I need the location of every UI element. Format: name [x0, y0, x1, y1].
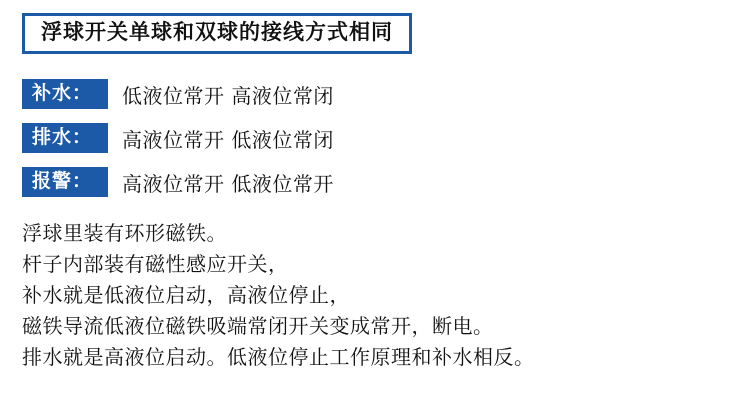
note-line: 磁铁导流低液位磁铁吸端常闭开关变成常开，断电。 [22, 314, 494, 338]
notes-block [22, 218, 732, 373]
title-box [22, 13, 412, 54]
note-line: 浮球里装有环形磁铁。 [22, 221, 227, 245]
mode-list [22, 78, 722, 210]
note-line: 排水就是高液位启动。低液位停止工作原理和补水相反。 [22, 345, 535, 369]
mode-tag-label: 排水： [22, 123, 108, 154]
mode-row [22, 78, 722, 110]
mode-description: 高液位常开 低液位常开 [122, 171, 334, 196]
mode-row [22, 122, 722, 154]
note-line: 补水就是低液位启动，高液位停止， [22, 283, 350, 307]
mode-tag-label: 报警： [22, 167, 108, 198]
mode-description: 低液位常开 高液位常闭 [122, 83, 334, 108]
note-line: 杆子内部装有磁性感应开关， [22, 252, 289, 276]
mode-description: 高液位常开 低液位常闭 [122, 127, 334, 152]
page-title: 浮球开关单球和双球的接线方式相同 [41, 20, 393, 44]
mode-row [22, 166, 722, 198]
mode-tag-label: 补水： [22, 79, 108, 110]
